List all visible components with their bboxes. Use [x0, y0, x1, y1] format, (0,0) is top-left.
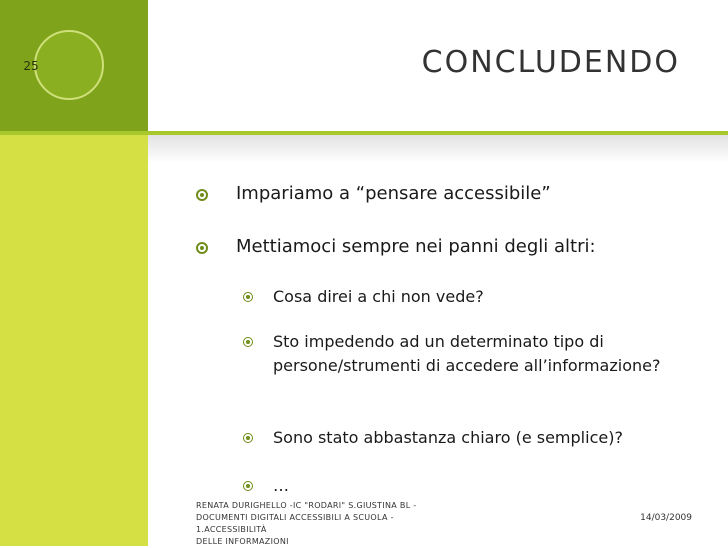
sub-bullet-text: … — [273, 476, 289, 495]
bullet-target-icon — [243, 292, 253, 302]
bullet-text: Mettiamoci sempre nei panni degli altri: — [236, 236, 596, 257]
bullet-target-icon — [243, 481, 253, 491]
footer-author — [196, 500, 436, 548]
footer-date: 14/03/2009 — [640, 513, 692, 523]
sub-bullet-item — [243, 330, 663, 378]
content-shadow — [148, 135, 728, 163]
slide-number: 25 — [23, 59, 39, 73]
bullet-target-icon — [243, 433, 253, 443]
bullet-item — [196, 236, 696, 257]
sub-bullet-text: Sto impedendo ad un determinato tipo di persone/strumenti di accedere all’informazione? — [273, 332, 661, 375]
slide-title: CONCLUDENDO — [421, 45, 680, 80]
bullet-target-icon — [196, 242, 208, 254]
sub-bullet-item — [243, 426, 683, 450]
bullet-text: Impariamo a “pensare accessibile” — [236, 183, 551, 204]
left-band-bottom — [0, 131, 148, 546]
footer-author-line: DOCUMENTI DIGITALI ACCESSIBILI A SCUOLA - 1.ACCESSIBILITÀ — [196, 513, 394, 534]
bullet-item — [196, 183, 696, 204]
bullet-target-icon — [196, 189, 208, 201]
sub-bullet-item — [243, 474, 683, 498]
sub-bullet-text: Sono stato abbastanza chiaro (e semplice)? — [273, 428, 623, 447]
sub-bullet-text: Cosa direi a chi non vede? — [273, 287, 484, 306]
slide-number-badge — [23, 30, 104, 100]
bullet-target-icon — [243, 337, 253, 347]
footer-author-line: DELLE INFORMAZIONI — [196, 537, 289, 546]
sub-bullet-item — [243, 285, 683, 309]
footer-author-line: RENATA DURIGHELLO -IC "RODARI" S.GIUSTINA BL - — [196, 501, 417, 510]
